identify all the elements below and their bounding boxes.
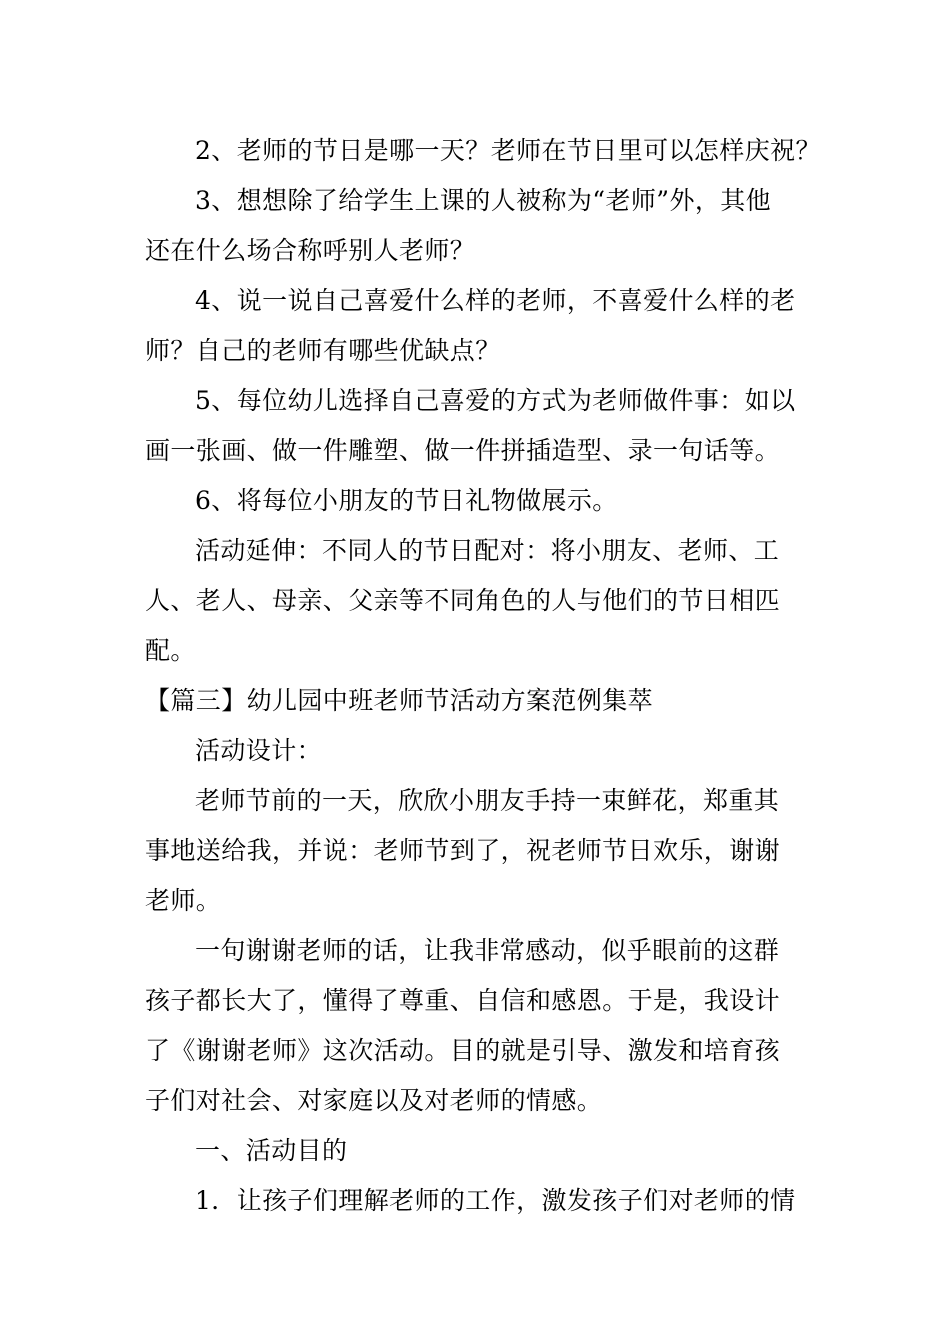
text-line: 老师。 bbox=[145, 886, 222, 915]
text-line: 人、老人、母亲、父亲等不同角色的人与他们的节日相匹 bbox=[145, 586, 781, 615]
text-line: 一句谢谢老师的话，让我非常感动，似乎眼前的这群 bbox=[195, 936, 780, 965]
text-line: 2、老师的节日是哪一天？老师在节日里可以怎样庆祝？ bbox=[195, 136, 821, 165]
text-line: 孩子都长大了，懂得了尊重、自信和感恩。于是，我设计 bbox=[145, 986, 781, 1015]
text-line: 1．让孩子们理解老师的工作，激发孩子们对老师的情 bbox=[195, 1186, 796, 1215]
text-line: 3、想想除了给学生上课的人被称为“老师”外，其他 bbox=[195, 186, 772, 215]
text-line: 4、说一说自己喜爱什么样的老师，不喜爱什么样的老 bbox=[195, 286, 796, 315]
text-line: 6、将每位小朋友的节日礼物做展示。 bbox=[195, 486, 618, 515]
text-line: 画一张画、做一件雕塑、做一件拼插造型、录一句话等。 bbox=[145, 436, 781, 465]
text-line: 老师节前的一天，欣欣小朋友手持一束鲜花，郑重其 bbox=[195, 786, 780, 815]
text-line: 还在什么场合称呼别人老师？ bbox=[145, 236, 476, 265]
section-heading: 【篇三】幼儿园中班老师节活动方案范例集萃 bbox=[145, 686, 654, 715]
text-line: 子们对社会、对家庭以及对老师的情感。 bbox=[145, 1086, 603, 1115]
text-line: 了《谢谢老师》这次活动。目的就是引导、激发和培育孩 bbox=[145, 1036, 781, 1065]
text-line: 5、每位幼儿选择自己喜爱的方式为老师做件事：如以 bbox=[195, 386, 796, 415]
text-line: 活动设计： bbox=[195, 736, 323, 765]
document-page bbox=[145, 126, 821, 1226]
text-line: 师？自己的老师有哪些优缺点？ bbox=[145, 336, 501, 365]
text-line: 配。 bbox=[145, 636, 196, 665]
text-line: 活动延伸：不同人的节日配对：将小朋友、老师、工 bbox=[195, 536, 780, 565]
text-line: 事地送给我，并说：老师节到了，祝老师节日欢乐，谢谢 bbox=[145, 836, 781, 865]
text-line: 一、活动目的 bbox=[195, 1136, 348, 1165]
